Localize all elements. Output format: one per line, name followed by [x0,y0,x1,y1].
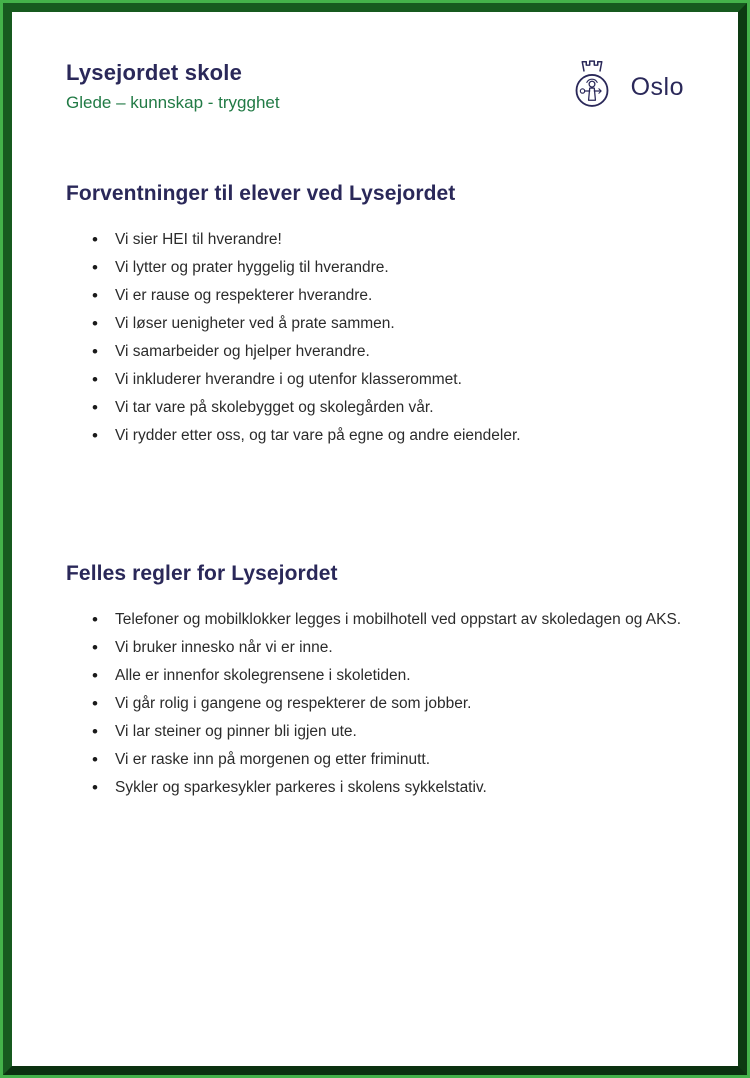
section-title: Felles regler for Lysejordet [66,562,338,585]
oslo-seal-icon [563,56,621,118]
list-item: • Vi bruker innesko når vi er inne. [92,634,682,662]
oslo-logo [563,56,684,118]
page-content [12,12,738,802]
list-item: • Telefoner og mobilklokker legges i mobilhotell ved oppstart av skoledagen og AKS. [92,606,682,634]
list-item: • Vi lytter og prater hyggelig til hverandre. [92,254,682,282]
expectations-list [66,226,682,450]
section-expectations [66,182,690,450]
list-item: • Vi rydder etter oss, og tar vare på egne og andre eiendeler. [92,422,682,450]
list-item: • Vi løser uenigheter ved å prate sammen. [92,310,682,338]
page-border [3,3,747,1075]
list-item: • Vi lar steiner og pinner bli igjen ute. [92,718,682,746]
list-item: • Vi går rolig i gangene og respekterer de som jobber. [92,690,682,718]
header-text-block [66,56,280,113]
section-title: Forventninger til elever ved Lysejordet [66,182,456,205]
school-motto: Glede – kunnskap - trygghet [66,93,280,112]
rules-list [66,606,682,802]
list-item: • Vi samarbeider og hjelper hverandre. [92,338,682,366]
list-item: • Alle er innenfor skolegrensene i skoletiden. [92,662,682,690]
oslo-logo-text: Oslo [630,72,684,101]
list-item: • Vi sier HEI til hverandre! [92,226,682,254]
section-rules [66,562,690,802]
list-item: • Sykler og sparkesykler parkeres i skolens sykkelstativ. [92,774,682,802]
list-item: • Vi inkluderer hverandre i og utenfor klasserommet. [92,366,682,394]
school-name: Lysejordet skole [66,60,243,85]
list-item: • Vi er raske inn på morgenen og etter friminutt. [92,746,682,774]
list-item: • Vi er rause og respekterer hverandre. [92,282,682,310]
list-item: • Vi tar vare på skolebygget og skolegården vår. [92,394,682,422]
header [66,56,690,118]
